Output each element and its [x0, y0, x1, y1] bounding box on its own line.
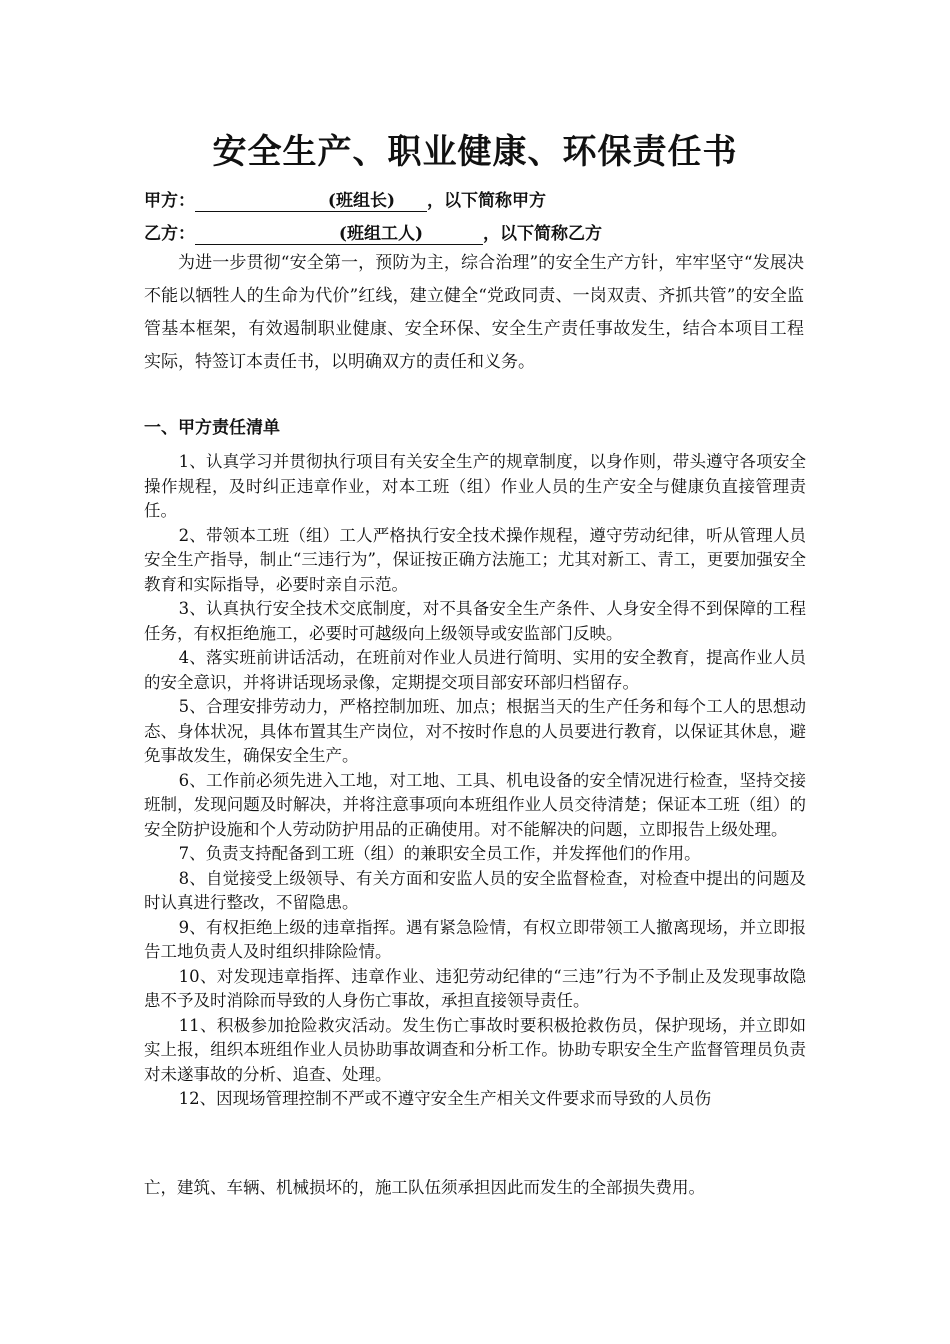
list-item: 6、工作前必须先进入工地，对工地、工具、机电设备的安全情况进行检查，坚持交接班制，发现问题及时解决，并将注意事项向本班组作业人员交待清楚；保证本工班（组）的安全防护设施和个人劳动防护用品的正确使用。对不能解决的问题，立即报告上级处理。	[144, 770, 806, 839]
party-b-role: (班组工人)	[338, 224, 423, 244]
list-item: 11、积极参加抢险救灾活动。发生伤亡事故时要积极抢救伤员，保护现场，并立即如实上报，组织本班组作业人员协助事故调查和分析工作。协助专职安全生产监督管理员负责对未遂事故的分析、追查、处理。	[144, 1015, 806, 1084]
party-b-suffix: ，以下简称乙方	[483, 224, 602, 244]
list-item: 2、带领本工班（组）工人严格执行安全技术操作规程，遵守劳动纪律，听从管理人员安全生产指导，制止“三违行为”，保证按正确方法施工；尤其对新工、青工，更要加强安全教育和实际指导，必要时亲自示范。	[144, 525, 806, 594]
list-item: 5、合理安排劳动力，严格控制加班、加点；根据当天的生产任务和每个工人的思想动态、身体状况，具体布置其生产岗位，对不按时作息的人员要进行教育，以保证其休息，避免事故发生，确保安全生产。	[144, 697, 806, 765]
responsibility-list	[144, 450, 806, 1112]
document-title: 安全生产、职业健康、环保责任书	[212, 132, 738, 172]
list-item: 10、对发现违章指挥、违章作业、违犯劳动纪律的“三违”行为不予制止及发现事故隐患不予及时消除而导致的人身伤亡事故，承担直接领导责任。	[144, 966, 806, 1010]
item-12-continuation: 亡，建筑、车辆、机械损坏的，施工队伍须承担因此而发生的全部损失费用。	[144, 1178, 705, 1197]
list-item: 8、自觉接受上级领导、有关方面和安监人员的安全监督检查，对检查中提出的问题及时认真进行整改，不留隐患。	[144, 868, 806, 912]
party-a-suffix: ，以下简称甲方	[427, 191, 546, 211]
list-item: 7、负责支持配备到工班（组）的兼职安全员工作，并发挥他们的作用。	[178, 844, 701, 863]
list-item: 3、认真执行安全技术交底制度，对不具备安全生产条件、人身安全得不到保障的工程任务，有权拒绝施工，必要时可越级向上级领导或安监部门反映。	[144, 599, 806, 643]
party-a-label: 甲方：	[144, 191, 195, 211]
list-item: 12、因现场管理控制不严或不遵守安全生产相关文件要求而导致的人员伤	[178, 1089, 712, 1108]
party-b-label: 乙方：	[144, 224, 195, 244]
list-item: 1、认真学习并贯彻执行项目有关安全生产的规章制度，以身作则，带头遵守各项安全操作规程，及时纠正违章作业，对本工班（组）作业人员的生产安全与健康负直接管理责任。	[144, 452, 806, 520]
intro-paragraph	[144, 247, 804, 379]
section-heading-party-a: 一、甲方责任清单	[144, 418, 280, 438]
party-a-line	[144, 186, 546, 212]
list-item: 4、落实班前讲话活动，在班前对作业人员进行简明、实用的安全教育，提高作业人员的安全意识，并将讲话现场录像，定期提交项目部安环部归档留存。	[144, 648, 806, 692]
party-b-line	[144, 219, 602, 245]
party-a-role: (班组长)	[327, 191, 395, 211]
party-a-blank	[195, 186, 427, 212]
intro-text: 为进一步贯彻“安全第一，预防为主，综合治理”的安全生产方针，牢牢坚守“发展决不能以牺牲人的生命为代价”红线，建立健全“党政同责、一岗双责、齐抓共管”的安全监管基本框架，有效遏制职业健康、安全环保、安全生产责任事故发生，结合本项目工程实际，特签订本责任书，以明确双方的责任和义务。	[144, 253, 804, 372]
list-item: 9、有权拒绝上级的违章指挥。遇有紧急险情，有权立即带领工人撤离现场，并立即报告工地负责人及时组织排除险情。	[144, 917, 806, 961]
party-b-blank	[195, 219, 483, 245]
